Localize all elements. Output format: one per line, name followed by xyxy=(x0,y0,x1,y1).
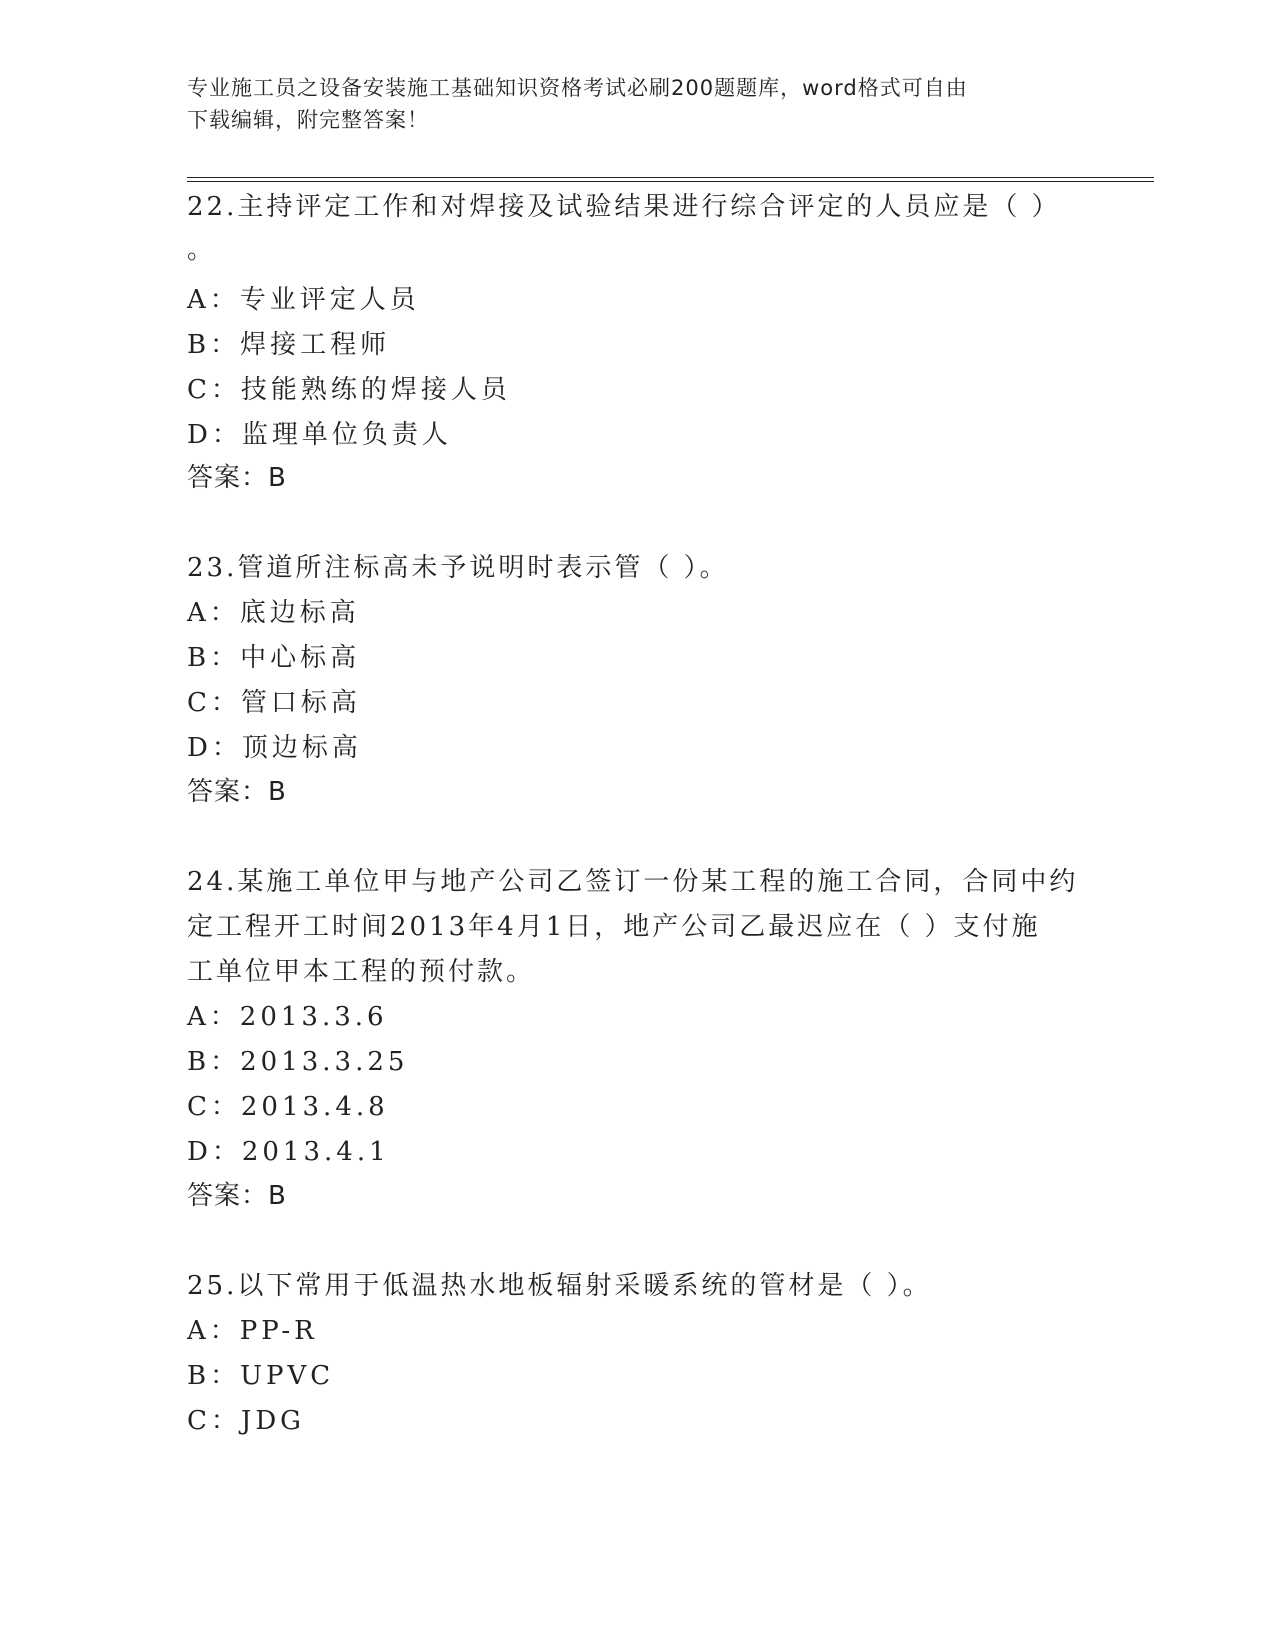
question-22-option-b: B：焊接工程师 xyxy=(187,330,391,360)
question-23-option-d: D：顶边标高 xyxy=(187,733,362,763)
question-22-answer: 答案：B xyxy=(187,463,287,493)
question-24-stem-line-1: 24.某施工单位甲与地产公司乙签订一份某工程的施工合同，合同中约 xyxy=(187,867,1079,897)
question-24-option-b: B：2013.3.25 xyxy=(187,1047,409,1077)
question-23-option-a: A：底边标高 xyxy=(187,598,360,628)
question-22-option-c: C：技能熟练的焊接人员 xyxy=(187,375,511,405)
question-24-stem-line-2: 定工程开工时间2013年4月1日，地产公司乙最迟应在（ ）支付施 xyxy=(187,912,1041,942)
question-23-answer: 答案：B xyxy=(187,777,287,807)
question-23-stem-line-1: 23.管道所注标高未予说明时表示管（ ）。 xyxy=(187,553,729,583)
question-22-option-a: A：专业评定人员 xyxy=(187,285,420,315)
question-24-option-d: D：2013.4.1 xyxy=(187,1137,390,1167)
question-22-stem-line-1: 22.主持评定工作和对焊接及试验结果进行综合评定的人员应是（ ） xyxy=(187,192,1061,222)
header-line-1: 专业施工员之设备安装施工基础知识资格考试必刷200题题库，word格式可自由 xyxy=(187,76,968,100)
question-24-option-c: C：2013.4.8 xyxy=(187,1092,389,1122)
question-24-answer: 答案：B xyxy=(187,1181,287,1211)
header-divider-bottom xyxy=(187,181,1154,182)
question-24-stem-line-3: 工单位甲本工程的预付款。 xyxy=(187,957,536,987)
document-header xyxy=(187,72,1077,136)
question-25-stem-line-1: 25.以下常用于低温热水地板辐射采暖系统的管材是（ ）。 xyxy=(187,1271,932,1301)
header-divider-top xyxy=(187,177,1154,178)
question-23-option-b: B：中心标高 xyxy=(187,643,361,673)
header-line-2: 下载编辑，附完整答案！ xyxy=(187,108,429,132)
question-22-option-d: D：监理单位负责人 xyxy=(187,420,452,450)
question-22-stem-line-2: 。 xyxy=(187,235,217,265)
question-24-option-a: A：2013.3.6 xyxy=(187,1002,388,1032)
question-25-option-c: C：JDG xyxy=(187,1406,305,1436)
question-25-option-b: B：UPVC xyxy=(187,1361,335,1391)
question-25-option-a: A：PP-R xyxy=(187,1316,318,1346)
question-23-option-c: C：管口标高 xyxy=(187,688,361,718)
